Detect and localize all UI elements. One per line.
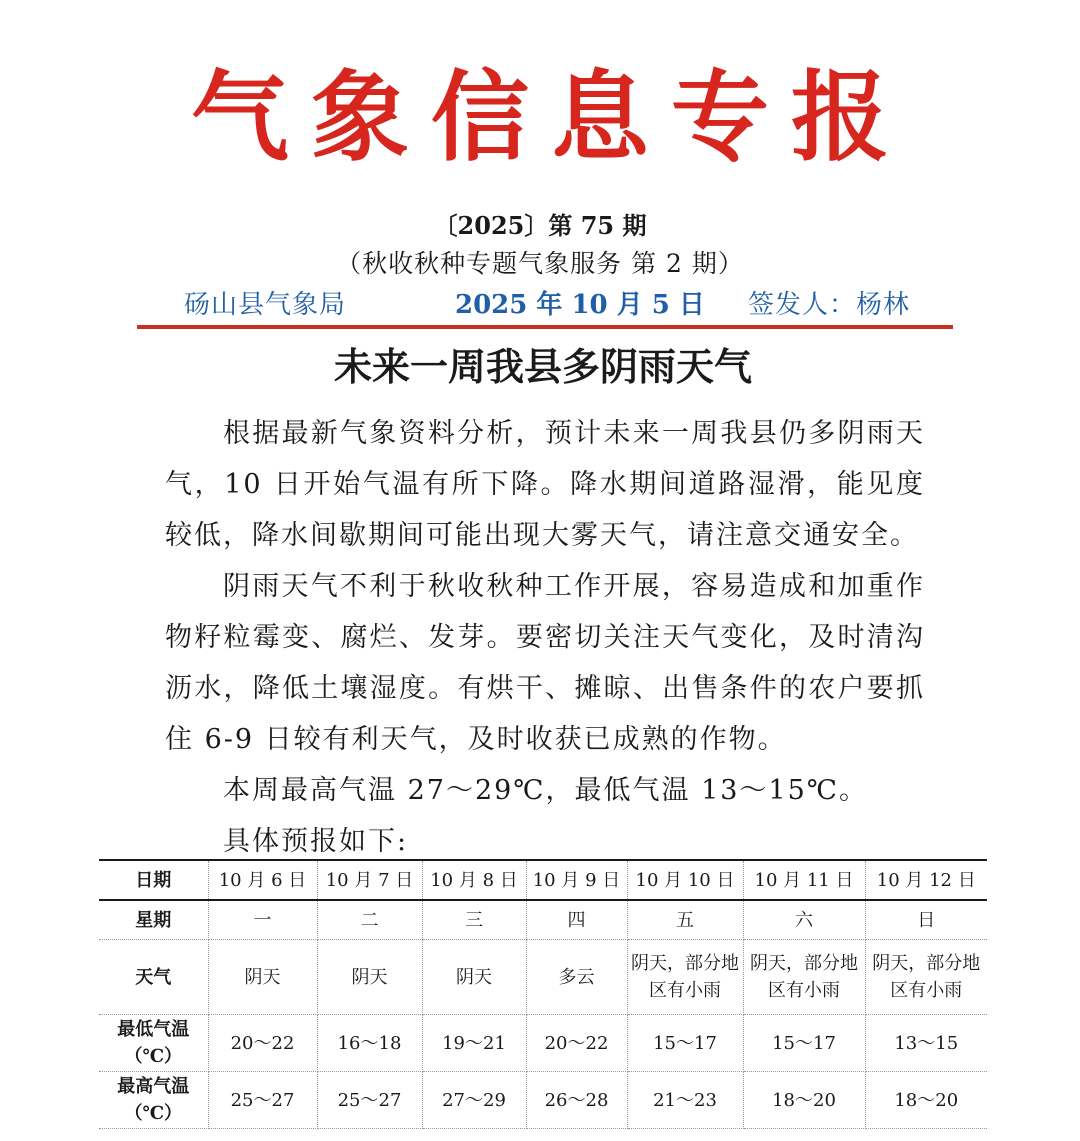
- row-header-date: 日期: [99, 860, 208, 900]
- row-header-label: 最高气温: [117, 1076, 190, 1097]
- article-headline: 未来一周我县多阴雨天气: [333, 344, 752, 389]
- paragraph: 阴雨天气不利于秋收秋种工作开展，容易造成和加重作物籽粒霉变、腐烂、发芽。要密切关注天气变化，及时清沟沥水，降低土壤湿度。有烘干、摊晾、出售条件的农户要抓住 6-9 日较有利天气，及时收获已成熟的作物。: [165, 571, 925, 755]
- signer: 签发人：杨林: [748, 290, 911, 320]
- weather-cell: 阴天，部分地区有小雨: [865, 940, 987, 1015]
- weekday-cell: 四: [526, 900, 627, 940]
- table-row: [99, 860, 987, 900]
- weather-cell: 阴天: [317, 940, 422, 1015]
- min-temp-cell: 20～22: [526, 1015, 627, 1072]
- weekday-cell: 三: [422, 900, 526, 940]
- min-temp-cell: 15～17: [743, 1015, 865, 1072]
- paragraph: 本周最高气温 27～29℃，最低气温 13～15℃。: [223, 775, 868, 806]
- min-temp-cell: 15～17: [627, 1015, 743, 1072]
- row-header-label: 最低气温: [117, 1019, 190, 1040]
- max-temp-cell: 18～20: [743, 1072, 865, 1129]
- issuer: 砀山县气象局: [184, 290, 347, 320]
- issue-number: 〔2025〕第 75 期: [433, 211, 647, 240]
- table-row: [99, 1072, 987, 1129]
- row-header-weather: 天气: [99, 940, 208, 1015]
- paragraph: 具体预报如下:: [223, 826, 409, 857]
- weather-cell: 阴天: [422, 940, 526, 1015]
- max-temp-cell: 25～27: [208, 1072, 317, 1129]
- row-header-weekday: 星期: [99, 900, 208, 940]
- weekday-cell: 日: [865, 900, 987, 940]
- table-row: [99, 940, 987, 1015]
- issue-date: 2025 年 10 月 5 日: [455, 290, 705, 320]
- forecast-table: [99, 859, 987, 1129]
- row-header-min-temp: [99, 1015, 208, 1072]
- date-cell: 10 月 6 日: [208, 860, 317, 900]
- header-divider: [137, 325, 953, 329]
- date-cell: 10 月 9 日: [526, 860, 627, 900]
- weekday-cell: 一: [208, 900, 317, 940]
- date-cell: 10 月 10 日: [627, 860, 743, 900]
- weekday-cell: 二: [317, 900, 422, 940]
- weekday-cell: 五: [627, 900, 743, 940]
- row-header-unit: （℃）: [124, 1046, 183, 1067]
- paragraph: 根据最新气象资料分析，预计未来一周我县仍多阴雨天气，10 日开始气温有所下降。降水期间道路湿滑，能见度较低，降水间歇期间可能出现大雾天气，请注意交通安全。: [165, 418, 925, 551]
- issue-subtitle: （秋收秋种专题气象服务 第 2 期）: [336, 249, 744, 278]
- max-temp-cell: 27～29: [422, 1072, 526, 1129]
- max-temp-cell: 18～20: [865, 1072, 987, 1129]
- date-cell: 10 月 8 日: [422, 860, 526, 900]
- table-row: [99, 900, 987, 940]
- weather-cell: 阴天，部分地区有小雨: [627, 940, 743, 1015]
- weather-cell: 阴天，部分地区有小雨: [743, 940, 865, 1015]
- date-cell: 10 月 7 日: [317, 860, 422, 900]
- masthead-title: 气象信息专报: [190, 61, 911, 175]
- min-temp-cell: 16～18: [317, 1015, 422, 1072]
- max-temp-cell: 25～27: [317, 1072, 422, 1129]
- table-row: [99, 1015, 987, 1072]
- row-header-unit: （℃）: [124, 1103, 183, 1124]
- row-header-max-temp: [99, 1072, 208, 1129]
- min-temp-cell: 19～21: [422, 1015, 526, 1072]
- date-cell: 10 月 12 日: [865, 860, 987, 900]
- date-cell: 10 月 11 日: [743, 860, 865, 900]
- max-temp-cell: 21～23: [627, 1072, 743, 1129]
- weather-cell: 阴天: [208, 940, 317, 1015]
- max-temp-cell: 26～28: [526, 1072, 627, 1129]
- min-temp-cell: 20～22: [208, 1015, 317, 1072]
- article-body: [165, 408, 925, 867]
- weekday-cell: 六: [743, 900, 865, 940]
- min-temp-cell: 13～15: [865, 1015, 987, 1072]
- weather-cell: 多云: [526, 940, 627, 1015]
